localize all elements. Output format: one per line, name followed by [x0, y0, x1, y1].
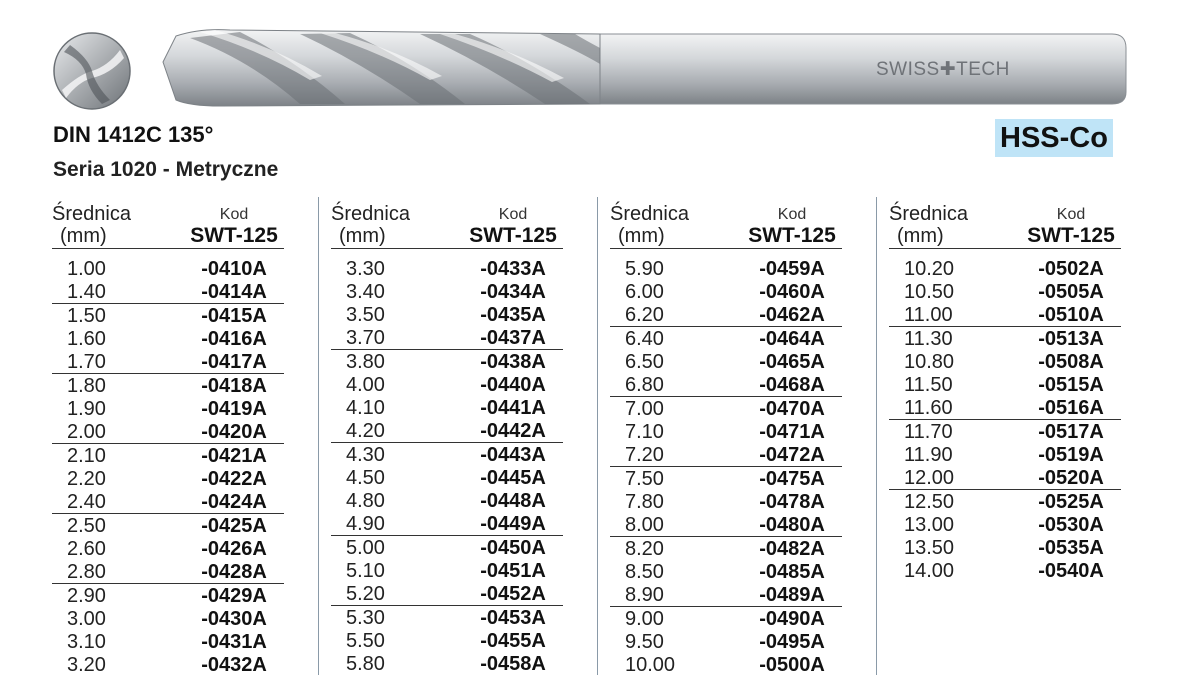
- table-row: [52, 537, 284, 560]
- table-row: [610, 420, 842, 443]
- code-value: -0431A: [201, 631, 267, 653]
- table-row: [889, 536, 1121, 559]
- code-value: -0428A: [201, 561, 267, 583]
- table-row: [889, 559, 1121, 582]
- table-row: [52, 583, 284, 607]
- code-value: -0450A: [480, 537, 546, 559]
- table-row: [331, 280, 563, 303]
- table-row: [52, 350, 284, 373]
- code-value: -0434A: [480, 281, 546, 303]
- diameter-value: 12.00: [904, 467, 955, 489]
- diameter-value: 2.40: [67, 491, 106, 513]
- code-value: -0433A: [480, 258, 546, 280]
- table-row: [331, 605, 563, 629]
- code-header: Kod: [219, 206, 249, 223]
- table-row: [331, 489, 563, 512]
- diameter-value: 5.50: [346, 630, 385, 652]
- code-value: -0517A: [1038, 421, 1104, 443]
- series-subtitle: Seria 1020 - Metryczne: [53, 158, 279, 181]
- code-prefix: SWT-125: [748, 224, 836, 247]
- code-value: -0445A: [480, 467, 546, 489]
- table-row: [52, 257, 284, 280]
- code-value: -0482A: [759, 538, 825, 560]
- diameter-value: 3.00: [67, 608, 106, 630]
- code-value: -0485A: [759, 561, 825, 583]
- table-row: [331, 559, 563, 582]
- code-value: -0530A: [1038, 514, 1104, 536]
- diameter-unit: (mm): [339, 225, 386, 247]
- code-value: -0510A: [1038, 304, 1104, 326]
- table-row: [889, 443, 1121, 466]
- diameter-value: 3.30: [346, 258, 385, 280]
- diameter-value: 3.40: [346, 281, 385, 303]
- table-row: [331, 466, 563, 489]
- table-row: [889, 303, 1121, 326]
- table-row: [52, 397, 284, 420]
- table-row: [610, 606, 842, 630]
- diameter-value: 1.50: [67, 305, 106, 327]
- diameter-value: 8.00: [625, 514, 664, 536]
- table-column: [331, 200, 563, 675]
- diameter-value: 6.40: [625, 328, 664, 350]
- diameter-value: 1.90: [67, 398, 106, 420]
- table-row: [610, 466, 842, 490]
- material-badge: HSS-Co: [995, 119, 1113, 157]
- diameter-value: 1.70: [67, 351, 106, 373]
- diameter-value: 6.20: [625, 304, 664, 326]
- code-prefix: SWT-125: [190, 224, 278, 247]
- code-value: -0500A: [759, 654, 825, 676]
- diameter-value: 2.60: [67, 538, 106, 560]
- code-value: -0441A: [480, 397, 546, 419]
- diameter-value: 1.00: [67, 258, 106, 280]
- diameter-value: 13.50: [904, 537, 955, 559]
- code-value: -0464A: [759, 328, 825, 350]
- table-row: [610, 653, 842, 676]
- diameter-unit: (mm): [897, 225, 944, 247]
- diameter-value: 1.80: [67, 375, 106, 397]
- drill-tip-icon: [54, 33, 130, 109]
- code-value: -0415A: [201, 305, 267, 327]
- diameter-value: 3.10: [67, 631, 106, 653]
- table-row: [52, 327, 284, 350]
- diameter-value: 1.60: [67, 328, 106, 350]
- code-value: -0420A: [201, 421, 267, 443]
- code-value: -0455A: [480, 630, 546, 652]
- table-row: [610, 373, 842, 396]
- code-value: -0459A: [759, 258, 825, 280]
- column-header: [52, 200, 284, 249]
- code-value: -0432A: [201, 654, 267, 676]
- table-row: [331, 326, 563, 349]
- diameter-value: 8.20: [625, 538, 664, 560]
- table-row: [610, 583, 842, 606]
- code-value: -0424A: [201, 491, 267, 513]
- diameter-header: Średnica: [331, 203, 410, 225]
- code-value: -0416A: [201, 328, 267, 350]
- diameter-header: Średnica: [52, 203, 131, 225]
- diameter-value: 9.00: [625, 608, 664, 630]
- code-value: -0417A: [201, 351, 267, 373]
- table-row: [52, 373, 284, 397]
- table-row: [331, 652, 563, 675]
- code-value: -0502A: [1038, 258, 1104, 280]
- column-header: [889, 200, 1121, 249]
- diameter-value: 7.00: [625, 398, 664, 420]
- diameter-value: 6.00: [625, 281, 664, 303]
- code-value: -0535A: [1038, 537, 1104, 559]
- diameter-value: 6.80: [625, 374, 664, 396]
- table-column: [889, 200, 1121, 582]
- diameter-value: 4.50: [346, 467, 385, 489]
- column-divider: [597, 197, 598, 675]
- table-column: [610, 200, 842, 676]
- diameter-value: 4.80: [346, 490, 385, 512]
- code-value: -0443A: [480, 444, 546, 466]
- table-row: [52, 560, 284, 583]
- table-row: [52, 420, 284, 443]
- diameter-value: 5.20: [346, 583, 385, 605]
- diameter-value: 10.20: [904, 258, 955, 280]
- diameter-value: 8.90: [625, 584, 664, 606]
- table-row: [331, 303, 563, 326]
- column-header: [331, 200, 563, 249]
- code-value: -0540A: [1038, 560, 1104, 582]
- spec-title: DIN 1412C 135°: [53, 122, 214, 147]
- diameter-value: 7.50: [625, 468, 664, 490]
- diameter-value: 9.50: [625, 631, 664, 653]
- table-row: [610, 396, 842, 420]
- code-value: -0472A: [759, 444, 825, 466]
- diameter-value: 5.90: [625, 258, 664, 280]
- diameter-unit: (mm): [618, 225, 665, 247]
- diameter-value: 4.30: [346, 444, 385, 466]
- table-row: [52, 490, 284, 513]
- diameter-value: 12.50: [904, 491, 955, 513]
- diameter-value: 11.30: [904, 328, 953, 350]
- code-header: Kod: [777, 206, 807, 223]
- code-value: -0437A: [480, 327, 546, 349]
- diameter-value: 4.90: [346, 513, 385, 535]
- diameter-value: 7.80: [625, 491, 664, 513]
- table-row: [331, 629, 563, 652]
- code-value: -0515A: [1038, 374, 1104, 396]
- table-row: [52, 630, 284, 653]
- table-row: [889, 326, 1121, 350]
- code-value: -0495A: [759, 631, 825, 653]
- code-value: -0525A: [1038, 491, 1104, 513]
- diameter-value: 2.00: [67, 421, 106, 443]
- diameter-value: 11.00: [904, 304, 953, 326]
- code-value: -0414A: [201, 281, 267, 303]
- table-column: [52, 200, 284, 676]
- diameter-value: 13.00: [904, 514, 955, 536]
- code-value: -0475A: [759, 468, 825, 490]
- diameter-value: 3.20: [67, 654, 106, 676]
- code-value: -0465A: [759, 351, 825, 373]
- table-row: [331, 396, 563, 419]
- table-row: [889, 466, 1121, 489]
- table-row: [331, 442, 563, 466]
- column-divider: [876, 197, 877, 675]
- diameter-value: 1.40: [67, 281, 106, 303]
- code-value: -0508A: [1038, 351, 1104, 373]
- diameter-value: 5.80: [346, 653, 385, 675]
- code-value: -0438A: [480, 351, 546, 373]
- diameter-value: 7.20: [625, 444, 664, 466]
- table-row: [889, 280, 1121, 303]
- diameter-header: Średnica: [889, 203, 968, 225]
- code-value: -0419A: [201, 398, 267, 420]
- table-row: [889, 257, 1121, 280]
- table-row: [331, 373, 563, 396]
- diameter-value: 10.50: [904, 281, 955, 303]
- table-row: [52, 607, 284, 630]
- code-value: -0468A: [759, 374, 825, 396]
- table-row: [610, 350, 842, 373]
- code-value: -0418A: [201, 375, 267, 397]
- code-value: -0489A: [759, 584, 825, 606]
- diameter-value: 11.50: [904, 374, 953, 396]
- code-value: -0519A: [1038, 444, 1104, 466]
- table-row: [610, 536, 842, 560]
- diameter-value: 2.50: [67, 515, 106, 537]
- diameter-value: 4.10: [346, 397, 385, 419]
- code-value: -0458A: [480, 653, 546, 675]
- table-row: [610, 257, 842, 280]
- diameter-value: 2.20: [67, 468, 106, 490]
- table-row: [331, 535, 563, 559]
- table-row: [610, 280, 842, 303]
- table-row: [52, 280, 284, 303]
- diameter-value: 11.60: [904, 397, 953, 419]
- diameter-value: 2.10: [67, 445, 106, 467]
- table-row: [331, 512, 563, 535]
- code-value: -0451A: [480, 560, 546, 582]
- diameter-value: 5.00: [346, 537, 385, 559]
- code-value: -0429A: [201, 585, 267, 607]
- code-value: -0435A: [480, 304, 546, 326]
- table-row: [610, 326, 842, 350]
- code-header: Kod: [1056, 206, 1086, 223]
- table-row: [610, 630, 842, 653]
- table-row: [52, 653, 284, 676]
- code-value: -0516A: [1038, 397, 1104, 419]
- table-row: [889, 419, 1121, 443]
- table-row: [331, 257, 563, 280]
- table-row: [610, 560, 842, 583]
- code-value: -0513A: [1038, 328, 1104, 350]
- code-value: -0425A: [201, 515, 267, 537]
- diameter-header: Średnica: [610, 203, 689, 225]
- table-row: [52, 303, 284, 327]
- code-value: -0452A: [480, 583, 546, 605]
- code-value: -0440A: [480, 374, 546, 396]
- table-row: [331, 582, 563, 605]
- code-value: -0430A: [201, 608, 267, 630]
- diameter-value: 4.20: [346, 420, 385, 442]
- table-row: [610, 443, 842, 466]
- code-value: -0449A: [480, 513, 546, 535]
- brand-engraving: SWISS✚TECH: [876, 59, 1010, 80]
- table-row: [331, 419, 563, 442]
- code-header: Kod: [498, 206, 528, 223]
- diameter-value: 5.10: [346, 560, 385, 582]
- code-prefix: SWT-125: [1027, 224, 1115, 247]
- diameter-value: 10.00: [625, 654, 676, 676]
- diameter-value: 14.00: [904, 560, 955, 582]
- diameter-value: 3.70: [346, 327, 385, 349]
- diameter-value: 3.50: [346, 304, 385, 326]
- table-row: [52, 443, 284, 467]
- diameter-value: 7.10: [625, 421, 664, 443]
- code-value: -0422A: [201, 468, 267, 490]
- diameter-value: 11.70: [904, 421, 953, 443]
- table-row: [610, 303, 842, 326]
- code-value: -0426A: [201, 538, 267, 560]
- code-value: -0520A: [1038, 467, 1104, 489]
- table-row: [610, 513, 842, 536]
- diameter-value: 6.50: [625, 351, 664, 373]
- table-row: [889, 350, 1121, 373]
- code-value: -0442A: [480, 420, 546, 442]
- diameter-value: 2.80: [67, 561, 106, 583]
- code-value: -0460A: [759, 281, 825, 303]
- table-row: [889, 489, 1121, 513]
- code-value: -0490A: [759, 608, 825, 630]
- code-value: -0471A: [759, 421, 825, 443]
- diameter-value: 2.90: [67, 585, 106, 607]
- column-divider: [318, 197, 319, 675]
- drill-bit-illustration: [0, 0, 1191, 115]
- table-row: [889, 396, 1121, 419]
- code-value: -0453A: [480, 607, 546, 629]
- table-row: [331, 349, 563, 373]
- diameter-unit: (mm): [60, 225, 107, 247]
- code-value: -0478A: [759, 491, 825, 513]
- code-value: -0448A: [480, 490, 546, 512]
- code-value: -0462A: [759, 304, 825, 326]
- code-prefix: SWT-125: [469, 224, 557, 247]
- diameter-value: 4.00: [346, 374, 385, 396]
- code-value: -0470A: [759, 398, 825, 420]
- table-row: [889, 513, 1121, 536]
- diameter-value: 8.50: [625, 561, 664, 583]
- code-value: -0421A: [201, 445, 267, 467]
- table-row: [889, 373, 1121, 396]
- diameter-value: 11.90: [904, 444, 953, 466]
- diameter-value: 5.30: [346, 607, 385, 629]
- code-value: -0480A: [759, 514, 825, 536]
- diameter-value: 10.80: [904, 351, 955, 373]
- table-row: [52, 467, 284, 490]
- diameter-value: 3.80: [346, 351, 385, 373]
- table-row: [610, 490, 842, 513]
- code-value: -0505A: [1038, 281, 1104, 303]
- code-value: -0410A: [201, 258, 267, 280]
- table-row: [52, 513, 284, 537]
- column-header: [610, 200, 842, 249]
